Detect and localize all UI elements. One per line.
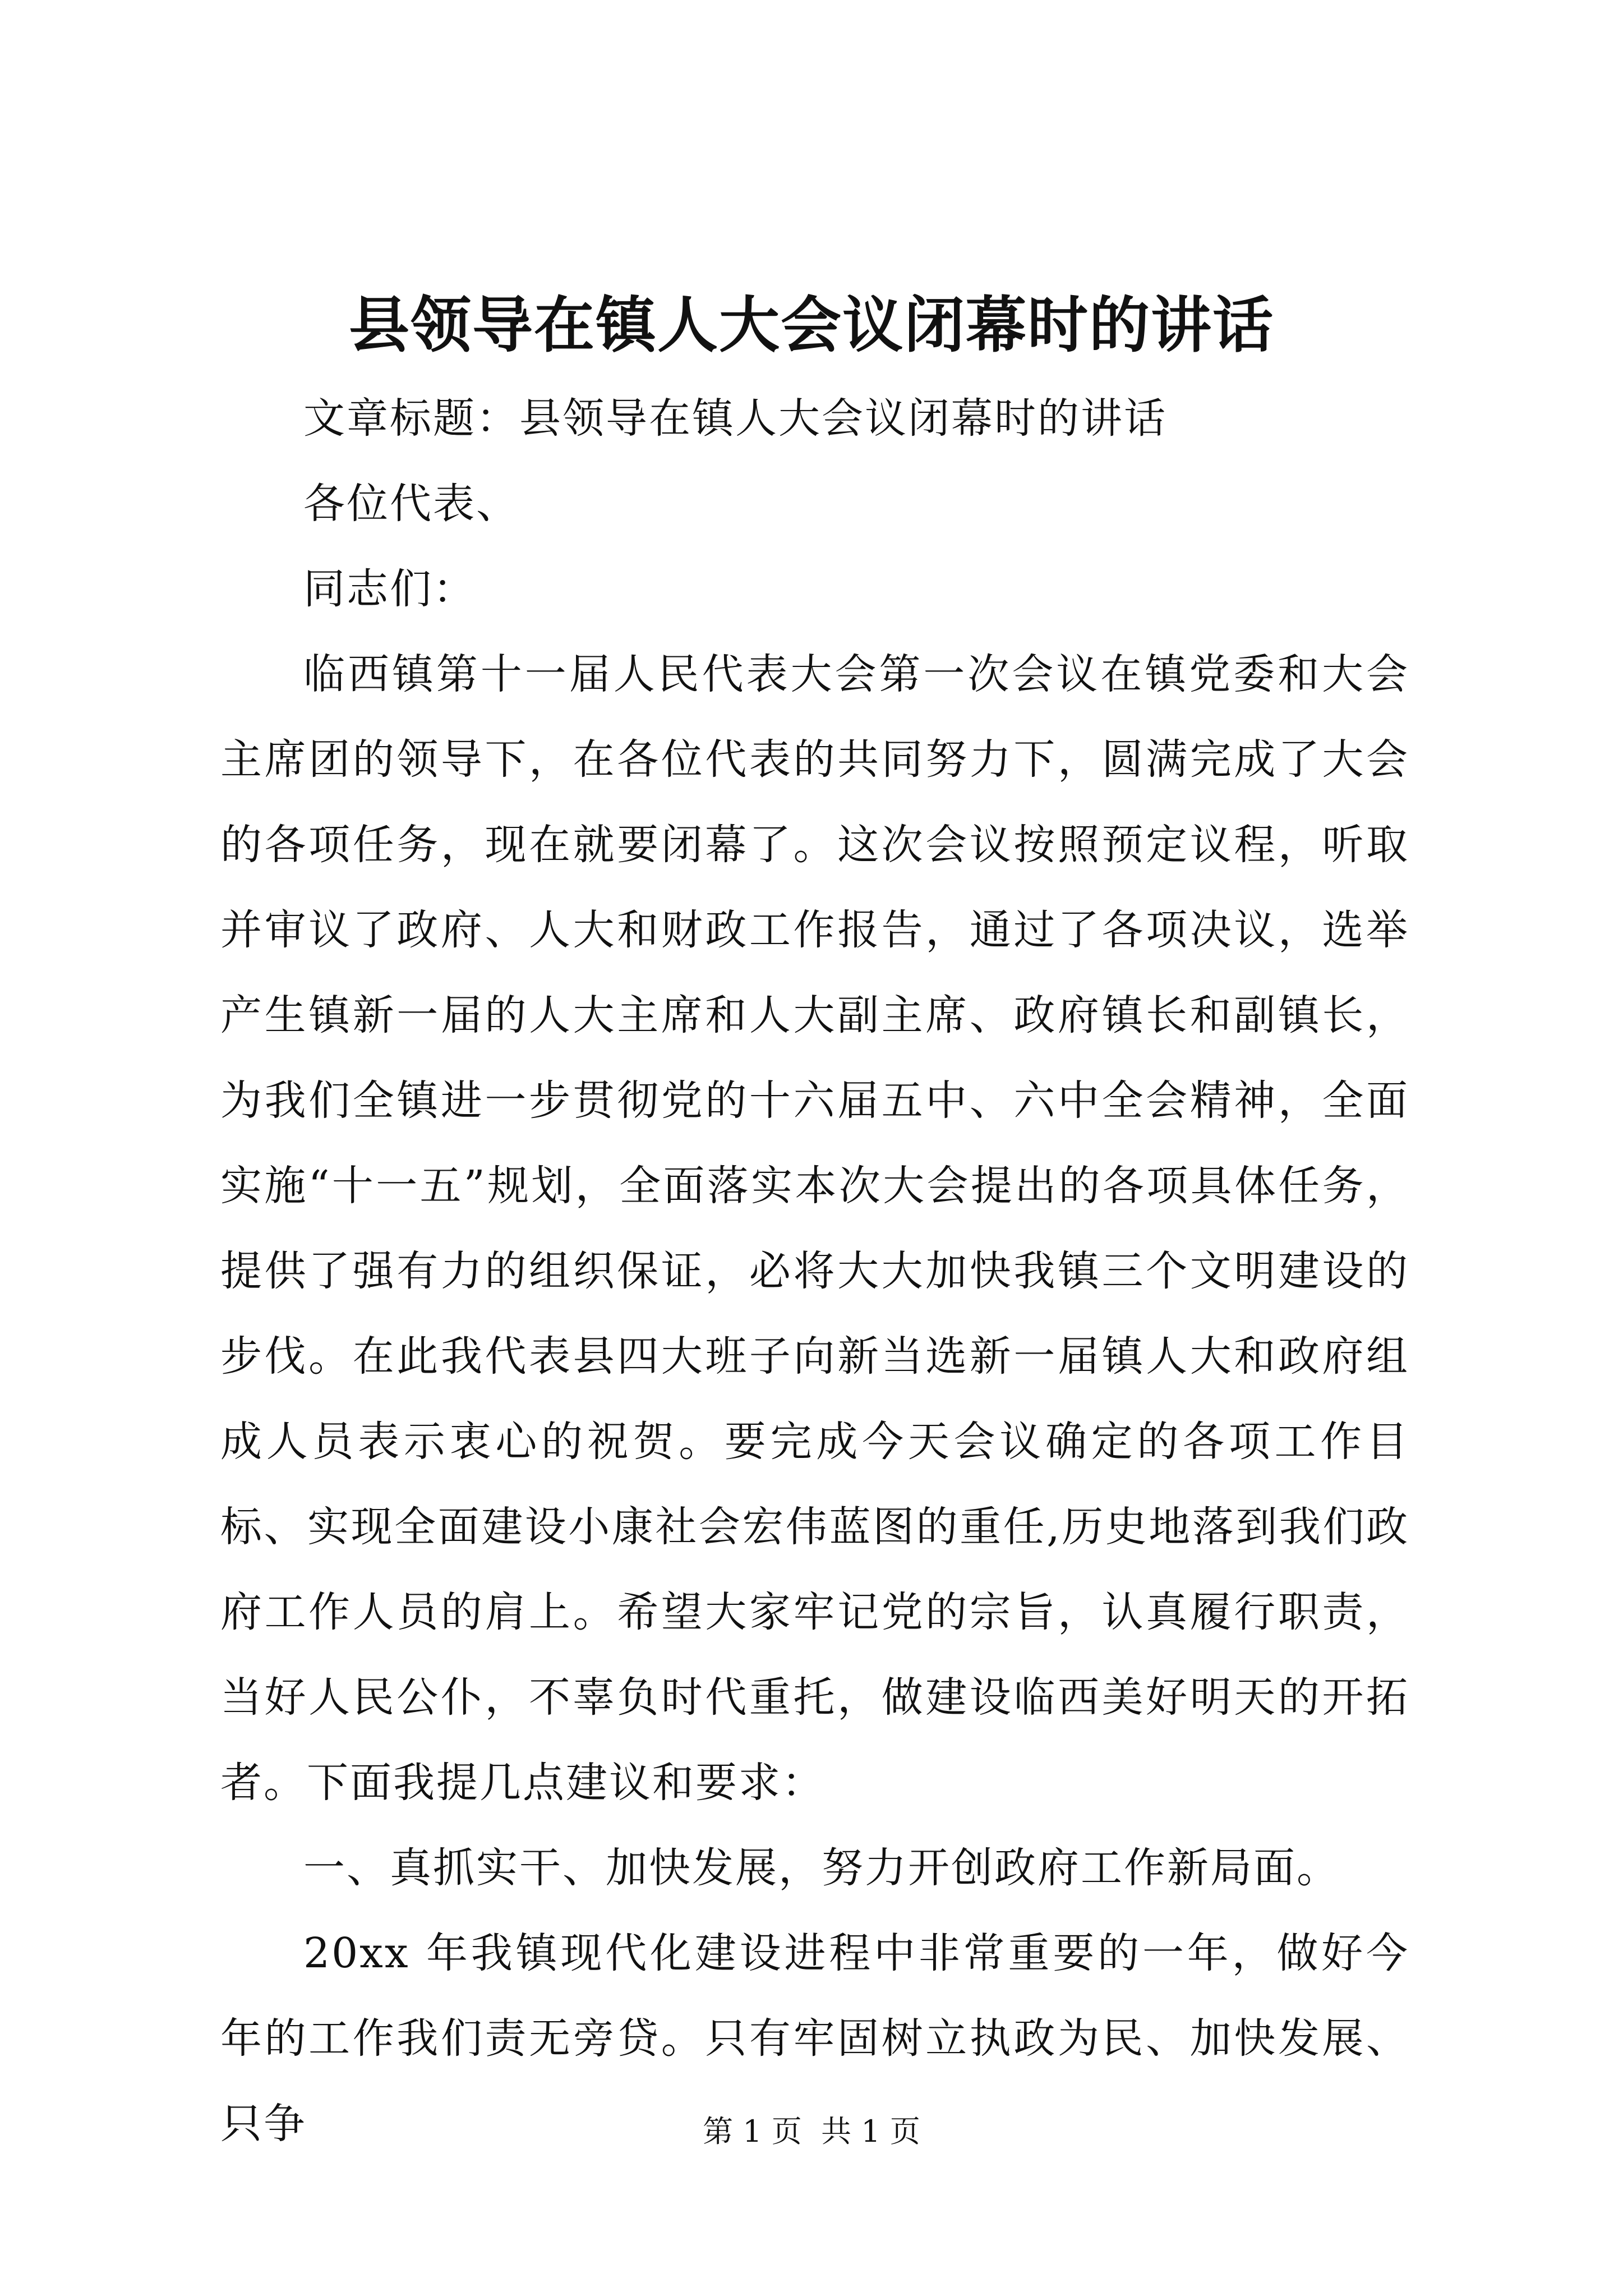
page-footer: 第 1 页 共 1 页: [703, 2114, 920, 2149]
article-title-line: 文章标题：县领导在镇人大会议闭幕时的讲话: [303, 394, 1167, 443]
body-paragraph: 20xx 年我镇现代化建设进程中非常重要的一年，做好今年的工作我们责无旁贷。只有牢固树立执政为民、加快发展、只争: [220, 1929, 1409, 2148]
salutation-comrades: 同志们：: [303, 565, 476, 613]
salutation-delegates: 各位代表、: [303, 480, 519, 528]
document-body: [220, 376, 1409, 2166]
body-paragraph: 临西镇第十一届人民代表大会第一次会议在镇党委和大会主席团的领导下，在各位代表的共同努力下，圆满完成了大会的各项任务，现在就要闭幕了。这次会议按照预定议程，听取并审议了政府、人大和财政工作报告，通过了各项决议，选举产生镇新一届的人大主席和人大副主席、政府镇长和副镇长，为我们全镇进一步贯彻党的十六届五中、六中全会精神，全面实施“十一五”规划，全面落实本次大会提出的各项具体任务，提供了强有力的组织保证，必将大大加快我镇三个文明建设的步伐。在此我代表县四大班子向新当选新一届镇人大和政府组成人员表示衷心的祝贺。要完成今天会议确定的各项工作目标、实现全面建设小康社会宏伟蓝图的重任,历史地落到我们政府工作人员的肩上。希望大家牢记党的宗旨，认真履行职责，当好人民公仆，不辜负时代重托，做建设临西美好明天的开拓者。下面我提几点建议和要求：: [220, 650, 1409, 1807]
section-heading: 一、真抓实干、加快发展，努力开创政府工作新局面。: [303, 1844, 1340, 1892]
document-title: 县领导在镇人大会议闭幕时的讲话: [348, 290, 1274, 361]
